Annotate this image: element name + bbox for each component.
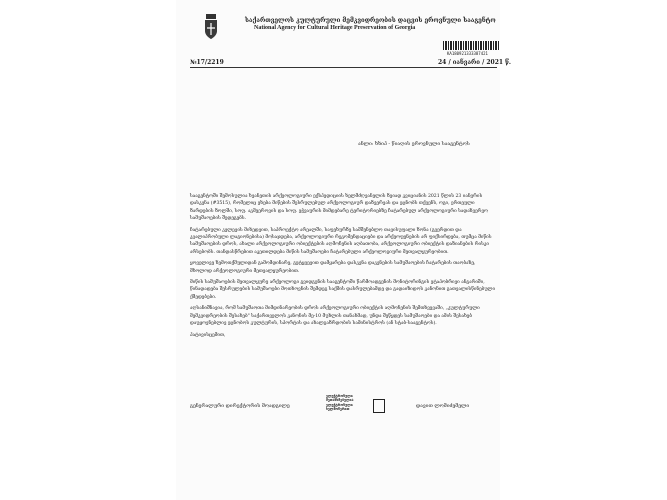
body-paragraph: მიწის სამუშაოების მეთვალყურე არქეოლოგი გვიდგენის სააგენტოში წარმოადგენის მონიტორინგის ეტაპობრივი ანგარიში, წინადადება შესრულების სამუშაოები მოთხოვნის შემდეგ საქმის დასრულებამდე და გადაიზიდოს კანონით გათვალისწინებული ქმედებები. xyxy=(190,280,496,300)
letter-body xyxy=(190,193,498,343)
body-paragraph: ჩატარებული კვლევის მიხედვით, საპროექტო არეალში, საფეხურზე სამშენებლო თავისუფალი ზონა (გვერდით და კვალიპრობული ლაგიონებისა) მოსაჯდება, არქეოლოგიური რეკომენდაციები და არქეოფენების არ ფიქსირდება, თუმცა მიწის სამუშაოების დროს, ახალი არქეოლოგიური ობიექტების აღმოჩენის აღბათობა, არქეოლოგიური ობიექტის დაზიანების რისკი არსებობს. თანდასწრებით აკეთილდება მიწის სამუშაოები ჩატარებული არქეოლოგიური მეთვალყურეობით. xyxy=(190,227,492,255)
body-paragraph: აღსანიშნავია, რომ სამუშაოთა მიმდინარეობის დროს არქეოლოგიური ობიექტის აღმოჩენის შემთხვევაში, „კულტურული მემკვიდრეობის შესახებ" საქართველოს კანონის მე-10 მუხლის თანახმად, უნდა შეწყდეს სამუშაოები და ამის შესახებ დაუყოვნებლივ ეცნობოს კულტურის, სპორტის და ახალგაზრდობის სამინისტროს (ან სტაბ-სააგენტოს). xyxy=(190,306,480,327)
header-divider xyxy=(190,67,497,68)
stamp-line: ელექტრონული xyxy=(326,402,353,407)
body-paragraph: სააგენტოში შემოსულია ხვანეთის არქეოლოგიური ექსპედიციის ხელმძღვანელის ზეიად კვიციანის 2021 წლის 23 იანვრის დასკვნა (#3515), რომელიც ეხება მიწების შესრულებულ არქეოლოგიურ დაზვერვას და ეცნობს თქვენს, ოგი, ერთეული ზარდების ზოლში, სოფ. აკმეეროვის და სოფ. ეჭვაურის მიმდებარე ტერიტორიებზე ჩატარებულ არქეოლოგიური სადაზვერვო სამუშაოების შედეგებს. xyxy=(190,194,488,222)
document-date: 24 / იანვარი / 2021 წ. xyxy=(438,59,512,66)
closing-line: პატივისცემით, xyxy=(190,332,226,338)
stamp-line: ხელმოწერით xyxy=(326,407,350,412)
barcode xyxy=(443,41,500,50)
electronic-signature-stamp xyxy=(326,394,388,414)
stamp-line: ელექტრონული xyxy=(326,394,353,398)
addressee-line: ანლი: ხხიპ - წიაღის ეროვნული სააგენტოს xyxy=(358,141,470,147)
signatory-title: გენერალური დირექტორის მოადგილე xyxy=(190,403,290,409)
body-paragraph: ყოველივე ზემოთქმულიდან გამომდინარე, გეტყვევით დამყარება დასკვნა დაკვნების სამუშაოების ჩატარების თაობაზე, მხოლოდ არქეოლოგიური მეთვალყურეობით. xyxy=(190,261,476,274)
document-number: №17/2219 xyxy=(190,59,224,66)
stamp-text xyxy=(326,394,372,412)
agency-name-english: National Agency for Cultural Heritage Preservation of Georgia xyxy=(254,25,416,31)
barcode-number: KA180921333387421 xyxy=(447,51,488,56)
document-seal-icon xyxy=(373,399,385,413)
coat-of-arms-emblem xyxy=(203,14,219,40)
agency-name-georgian: საქართველოს კულტურული მემკვიდრეობის დაცვის ეროვნული სააგენტო xyxy=(245,17,496,24)
signatory-name: დავით ლომიძემელი xyxy=(416,403,470,409)
stamp-line: შეთანხმებულია xyxy=(326,398,354,403)
